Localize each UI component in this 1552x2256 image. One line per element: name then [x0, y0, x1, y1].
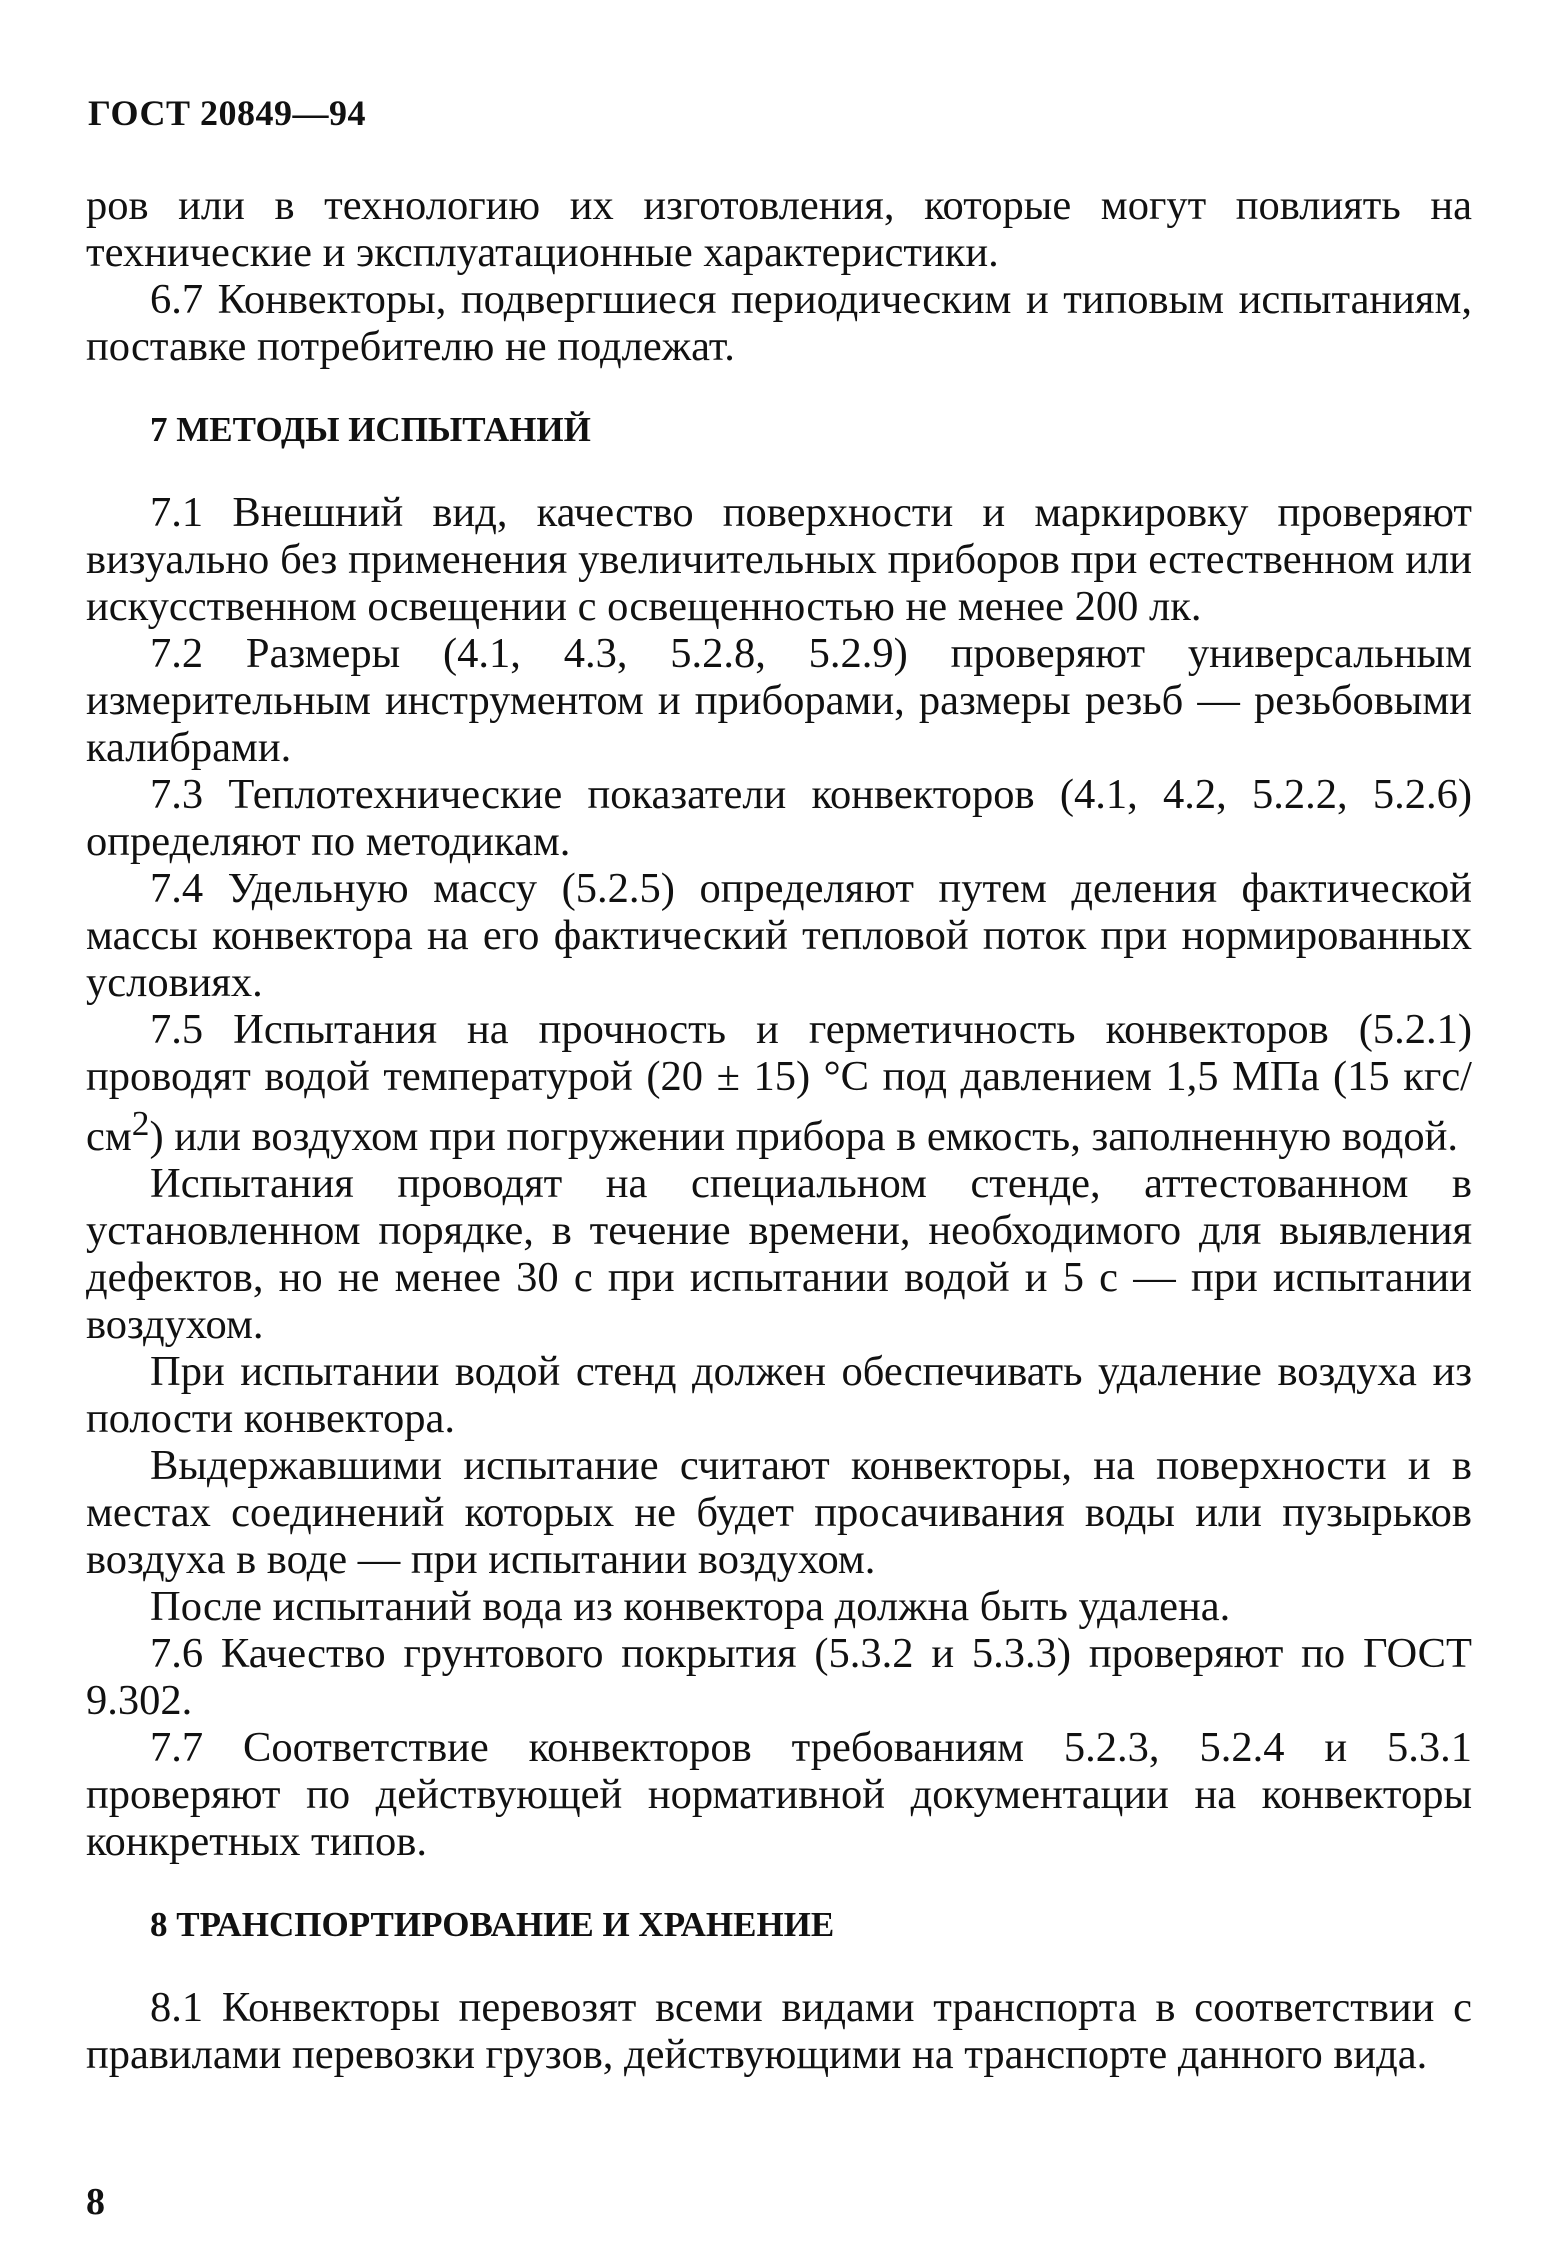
- paragraph-7-5-water-removal: После испытаний вода из конвектора должна быть удалена.: [150, 1583, 1231, 1631]
- paragraph-6-6-continuation: ров или в технологию их изготовления, которые могут повлиять на технические и эксплуатационные характеристики.: [86, 182, 1472, 276]
- page-number: 8: [86, 2181, 105, 2223]
- document-body: [86, 182, 1472, 2078]
- paragraph-7-2: 7.2 Размеры (4.1, 4.3, 5.2.8, 5.2.9) проверяют универсальным измерительным инструментом и приборами, размеры резьб — резьбовыми калибрами.: [86, 630, 1472, 771]
- spacer: [86, 453, 1472, 489]
- spacer: [86, 1865, 1472, 1901]
- spacer: [86, 1948, 1472, 1984]
- paragraph-7-7: 7.7 Соответствие конвекторов требованиям 5.2.3, 5.2.4 и 5.3.1 проверяют по действующей нормативной документации на конвекторы конкретных типов.: [86, 1724, 1472, 1866]
- spacer: [86, 370, 1472, 406]
- paragraph-8-1: 8.1 Конвекторы перевозят всеми видами транспорта в соответствии с правилами перевозки грузов, действующими на транспорте данного вида.: [86, 1984, 1472, 2079]
- paragraph-7-5-part-b: ) или воздухом при погружении прибора в емкость, заполненную водой.: [149, 1113, 1458, 1161]
- paragraph-7-1: 7.1 Внешний вид, качество поверхности и маркировку проверяют визуально без применения увеличительных приборов при естественном или искусственном освещении с освещенностью не менее 200 лк.: [86, 489, 1472, 630]
- paragraph-7-5-pass-criteria: Выдержавшими испытание считают конвекторы, на поверхности и в местах соединений которых не будет просачивания воды или пузырьков воздуха в воде — при испытании воздухом.: [86, 1442, 1472, 1584]
- paragraph-7-3: 7.3 Теплотехнические показатели конвекторов (4.1, 4.2, 5.2.2, 5.2.6) определяют по методикам.: [86, 771, 1472, 865]
- superscript-2: 2: [131, 1103, 150, 1143]
- paragraph-7-5: [86, 1006, 1472, 1160]
- paragraph-7-4: 7.4 Удельную массу (5.2.5) определяют путем деления фактической массы конвектора на его фактический тепловой поток при нормированных условиях.: [86, 865, 1472, 1006]
- paragraph-6-7: 6.7 Конвекторы, подвергшиеся периодическим и типовым испытаниям, поставке потребителю не подлежат.: [86, 276, 1472, 370]
- document-code-header: ГОСТ 20849—94: [88, 93, 366, 133]
- paragraph-7-5-testing-stand: Испытания проводят на специальном стенде, аттестованном в установленном порядке, в течение времени, необходимого для выявления дефектов, но не менее 30 с при испытании водой и 5 с — при испытании воздухом.: [86, 1160, 1472, 1349]
- paragraph-7-5-part-a: 7.5 Испытания на прочность и герметичность конвекторов (5.2.1) проводят водой температурой (20 ± 15) °С под давлением 1,5 МПа (15 кгс/см: [86, 1006, 1472, 1161]
- section-8-heading: 8 ТРАНСПОРТИРОВАНИЕ И ХРАНЕНИЕ: [150, 1905, 835, 1945]
- section-7-heading: 7 МЕТОДЫ ИСПЫТАНИЙ: [150, 410, 591, 449]
- paragraph-7-6: 7.6 Качество грунтового покрытия (5.3.2 и 5.3.3) проверяют по ГОСТ 9.302.: [86, 1630, 1472, 1725]
- paragraph-7-5-air-removal: При испытании водой стенд должен обеспечивать удаление воздуха из полости конвектора.: [86, 1348, 1472, 1443]
